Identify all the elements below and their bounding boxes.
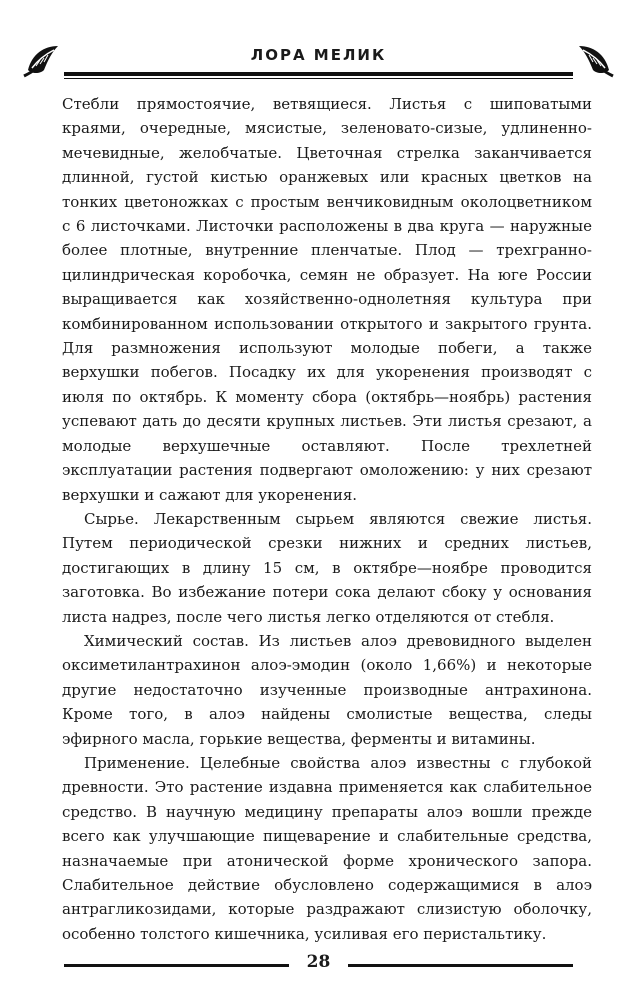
header-title: ЛОРА МЕЛИК [250,46,387,64]
header-rule-thin [64,78,573,79]
header-rule [64,72,573,76]
page-footer [64,950,573,980]
page-number: 28 [306,952,331,972]
leaf-ornament-icon [575,40,615,80]
paragraph-description: Стебли прямостоячие, ветвящиеся. Листья с шиповатыми краями, очередные, мясистые, зеленовато-сизые, удлиненно-мечевидные, желобчатые. Цветочная стрелка заканчивается длинной, густой кистью оранжевых или красных цветков на тонких цветоножках с простым венчиковидным околоцветником с 6 листочками. Листочки расположены в два круга — наружные более плотные, внутренние пленчатые. Плод — трехгранно-цилиндрическая коробочка, семян не образует. На юге России выращивается как хозяйственно-однолетняя культура при комбинированном использовании открытого и закрытого грунта. Для размножения используют молодые побеги, а также верхушки побегов. Посадку их для укоренения производят с июля по октябрь. К моменту сбора (октябрь—ноябрь) растения успевают дать до десяти крупных листьев. Эти листья срезают, а молодые верхушечные оставляют. После трехлетней эксплуатации растения подвергают омоложению: у них срезают верхушки и сажают для укоренения. [62,95,592,504]
paragraph-chemical-composition: Химический состав. Из листьев алоэ древовидного выделен оксиметилантрахинон алоэ-эмодин (около 1,66%) и некоторые другие недостаточно изученные производные антрахинона. Кроме того, в алоэ найдены смолистые вещества, следы эфирного масла, горькие вещества, ферменты и витамины. [62,631,592,748]
paragraph-application: Применение. Целебные свойства алоэ известны с глубокой древности. Это растение издавна применяется как слабительное средство. В научную медицину препараты алоэ вошли прежде всего как улучшающие пищеварение и слабительные средства, назначаемые при атонической форме хронического запора. Слабительное действие обусловлено содержащимися в алоэ антрагликозидами, которые раздражают слизистую оболочку, особенно толстого кишечника, усиливая его перистальтику. [62,753,592,943]
paragraph-raw-material: Сырье. Лекарственным сырьем являются свежие листья. Путем периодической срезки нижних и средних листьев, достигающих в длину 15 см, в октябре—ноябре проводится заготовка. Во избежание потери сока делают сбоку у основания листа надрез, после чего листья легко отделяются от стебля. [62,509,592,626]
running-header [22,38,615,88]
footer-rule-right [348,964,573,967]
body-text [62,92,592,946]
